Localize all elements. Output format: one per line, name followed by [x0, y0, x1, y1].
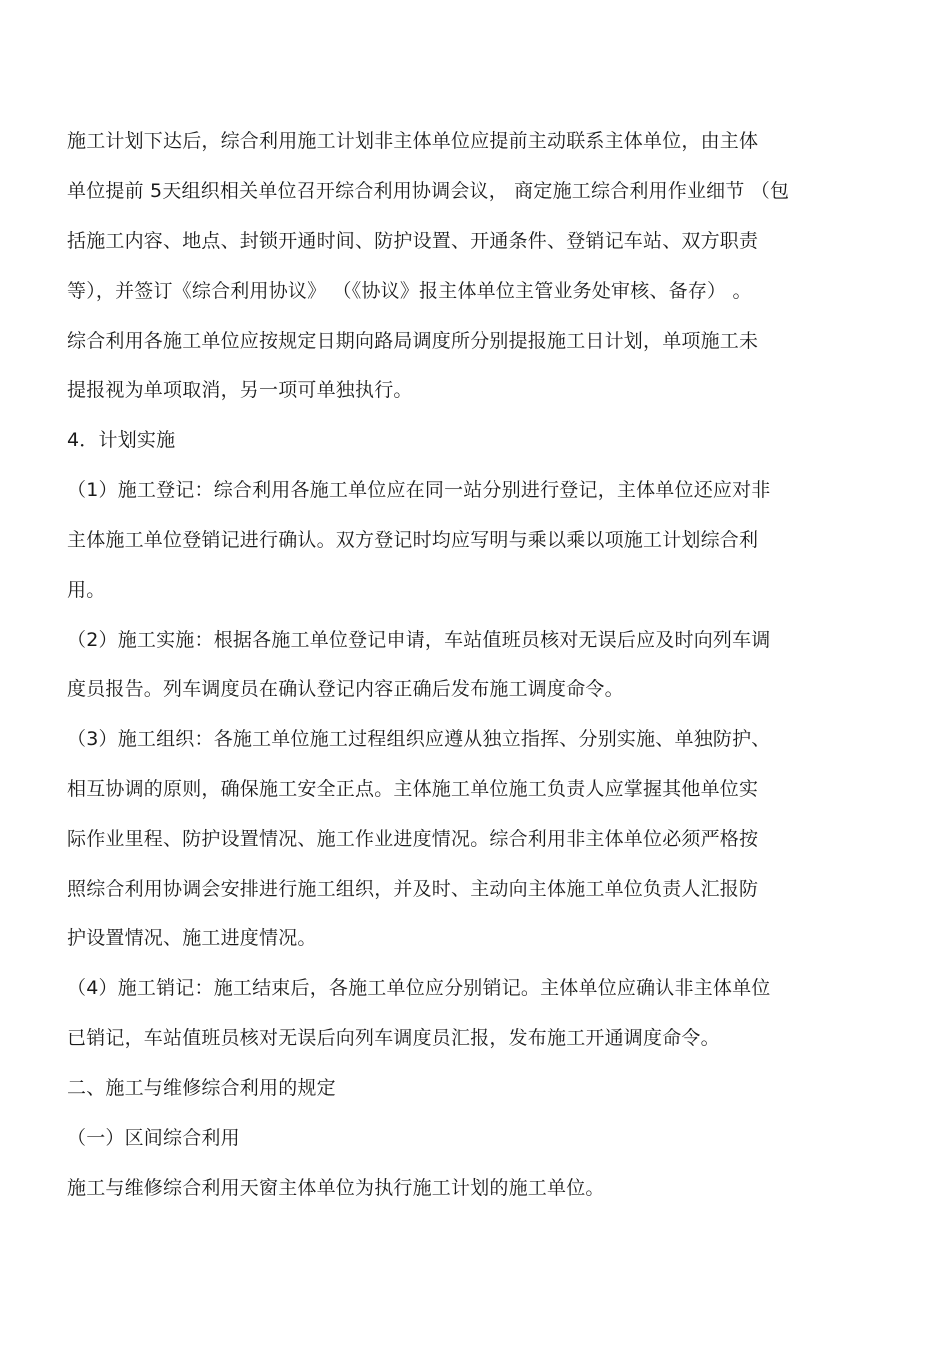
text-line: 度员报告。列车调度员在确认登记内容正确后发布施工调度命令。 — [67, 678, 624, 700]
text-line: （3）施工组织：各施工单位施工过程组织应遵从独立指挥、分别实施、单独防护、 — [67, 728, 771, 750]
text-line: 用。 — [67, 579, 106, 601]
text-line: 主体施工单位登销记进行确认。双方登记时均应写明与乘以乘以项施工计划综合利 — [67, 529, 759, 551]
section-heading: 4．计划实施 — [67, 429, 176, 451]
text-line: 照综合利用协调会安排进行施工组织，并及时、主动向主体施工单位负责人汇报防 — [67, 878, 759, 900]
text-line: 综合利用各施工单位应按规定日期向路局调度所分别提报施工日计划，单项施工未 — [67, 330, 759, 352]
text-line: 已销记，车站值班员核对无误后向列车调度员汇报，发布施工开通调度命令。 — [67, 1027, 720, 1049]
text-line: 施工计划下达后，综合利用施工计划非主体单位应提前主动联系主体单位，由主体 — [67, 130, 759, 152]
section-heading: 二、施工与维修综合利用的规定 — [67, 1077, 336, 1099]
text-line: 括施工内容、地点、封锁开通时间、防护设置、开通条件、登销记车站、双方职责 — [67, 230, 759, 252]
text-line: 相互协调的原则，确保施工安全正点。主体施工单位施工负责人应掌握其他单位实 — [67, 778, 759, 800]
text-line: 护设置情况、施工进度情况。 — [67, 927, 317, 949]
subsection-heading: （一）区间综合利用 — [67, 1127, 240, 1149]
text-line: 提报视为单项取消，另一项可单独执行。 — [67, 379, 413, 401]
text-line: 单位提前 5天组织相关单位召开综合利用协调会议， 商定施工综合利用作业细节 （包 — [67, 180, 790, 202]
text-line: 施工与维修综合利用天窗主体单位为执行施工计划的施工单位。 — [67, 1177, 605, 1199]
text-line: （1）施工登记：综合利用各施工单位应在同一站分别进行登记，主体单位还应对非 — [67, 479, 771, 501]
text-line: 际作业里程、防护设置情况、施工作业进度情况。综合利用非主体单位必须严格按 — [67, 828, 759, 850]
text-line: 等），并签订《综合利用协议》 （《协议》报主体单位主管业务处审核、备存） 。 — [67, 280, 752, 302]
text-line: （2）施工实施：根据各施工单位登记申请，车站值班员核对无误后应及时向列车调 — [67, 629, 771, 651]
text-line: （4）施工销记：施工结束后，各施工单位应分别销记。主体单位应确认非主体单位 — [67, 977, 771, 999]
